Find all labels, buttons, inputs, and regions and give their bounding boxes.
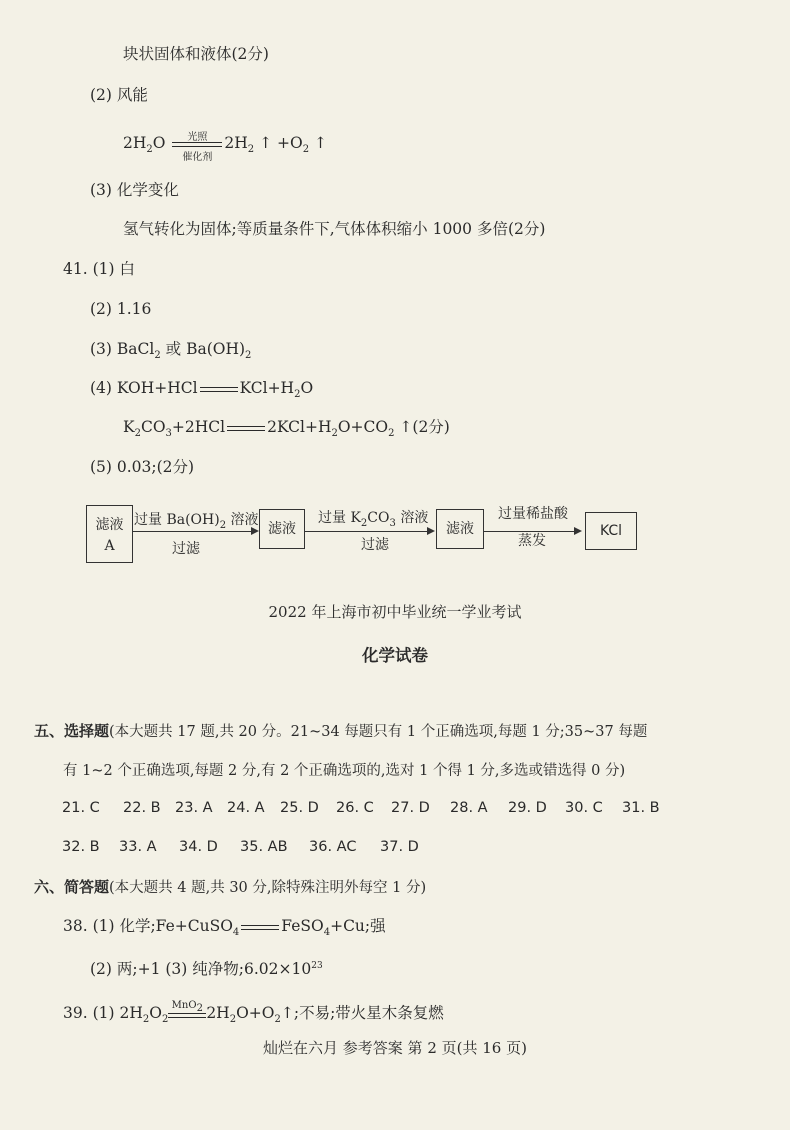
q38-2-3: (2) 两;+1 (3) 纯净物$;6.02\times 10^{23}$: [90, 960, 323, 979]
q38-1: 38. (1) 化学;Fe+CuSO$_4$ FeSO$_4$+Cu;强: [63, 917, 386, 939]
answer-34: 34. D: [179, 839, 218, 855]
flow-arrow2-bottom: 过滤: [361, 537, 389, 553]
q39-1: 39. (1) $2H_2O_2$ MnO$_2$ $2H_2O+O_2↑$;不易;带火星木条复燃: [63, 1000, 444, 1026]
answer-31: 31. B: [622, 800, 660, 816]
eq-left: 2H: [123, 134, 147, 152]
answer-22: 22. B: [123, 800, 161, 816]
answer-24: 24. A: [227, 800, 265, 816]
q41-4-eq1: (4) KOH+HCl $KCl+H_2O$: [90, 379, 314, 401]
answer-21: 21. C: [62, 800, 100, 816]
flow-box-filtrate-a: 滤液 A: [86, 505, 133, 563]
q41-3: (3) BaCl$_2$ 或 $Ba(OH)_2$: [90, 340, 252, 362]
q41-5: (5) 0.03;(2分): [90, 458, 195, 476]
answer-37: 37. D: [380, 839, 419, 855]
answer-23: 23. A: [175, 800, 213, 816]
answer-33: 33. A: [119, 839, 157, 855]
flow-box-filtrate-3: 滤液: [436, 509, 484, 549]
equation-water-split: $2H_2O$ 光照 催化剂 $2H_2$ ↑ $+O_2$ ↑: [123, 132, 327, 161]
answer-line-solid-liquid: 块状固体和液体(2分): [123, 45, 269, 63]
answer-hydrogen-solid: 氢气转化为固体;等质量条件下,气体体积缩小 1000 多倍(2分): [123, 220, 546, 238]
section5-line2: 有 1~2 个正确选项,每题 2 分,有 2 个正确选项的,选对 1 个得 1 分,多选或错选得 0 分): [63, 763, 626, 779]
flow-arrow3-bottom: 蒸发: [518, 533, 546, 549]
answer-26: 26. C: [336, 800, 374, 816]
flow-arrow2-top: 过量 $K_2CO_3$ 溶液: [318, 510, 429, 529]
answer-35: 35. AB: [240, 839, 288, 855]
eq-condition-bottom: 催化剂: [182, 152, 213, 163]
answer-32: 32. B: [62, 839, 100, 855]
mno2-catalyst: MnO$_2$: [168, 1003, 206, 1025]
section6-heading: 六、简答题: [34, 878, 110, 896]
answers-row-2: [62, 839, 562, 861]
flow-box-kcl: KCl: [585, 512, 637, 550]
flow-arrow1-top: 过量 $Ba(OH)_2$ 溶液: [134, 512, 259, 531]
answers-row-1: [62, 800, 762, 822]
section5-heading: 五、选择题: [34, 722, 110, 740]
eq-condition: [172, 132, 222, 163]
q41-4-eq2: $K_2CO_3+2HCl$ $2KCl+H_2O+CO_2$ ↑(2分): [123, 418, 450, 440]
exam-title: 2022 年上海市初中毕业统一学业考试: [268, 603, 522, 621]
answer-27: 27. D: [391, 800, 430, 816]
section6-line1: 六、简答题(本大题共 4 题,共 30 分,除特殊注明外每空 1 分): [34, 878, 427, 896]
section5-line1: 五、选择题(本大题共 17 题,共 20 分。21~34 每题只有 1 个正确选项,每题 1 分;35~37 每题: [34, 722, 648, 740]
q41-2: (2) 1.16: [90, 300, 152, 318]
page-footer: 灿烂在六月 参考答案 第 2 页(共 16 页): [263, 1039, 527, 1057]
answer-2-wind: (2) 风能: [90, 86, 148, 104]
answer-25: 25. D: [280, 800, 319, 816]
flow-box-filtrate-2: 滤液: [259, 509, 305, 549]
flow-arrow-1: [132, 531, 251, 532]
flow-arrow-2: [304, 531, 427, 532]
exam-subtitle: 化学试卷: [362, 646, 428, 665]
answer-28: 28. A: [450, 800, 488, 816]
flow-arrow1-bottom: 过滤: [172, 541, 200, 557]
answer-30: 30. C: [565, 800, 603, 816]
answer-3-chemical-change: (3) 化学变化: [90, 181, 179, 199]
answer-29: 29. D: [508, 800, 547, 816]
flow-arrow3-top: 过量稀盐酸: [498, 506, 568, 522]
answer-36: 36. AC: [309, 839, 357, 855]
eq-condition-top: 光照: [187, 132, 208, 143]
q41-1: 41. (1) 白: [63, 260, 135, 278]
